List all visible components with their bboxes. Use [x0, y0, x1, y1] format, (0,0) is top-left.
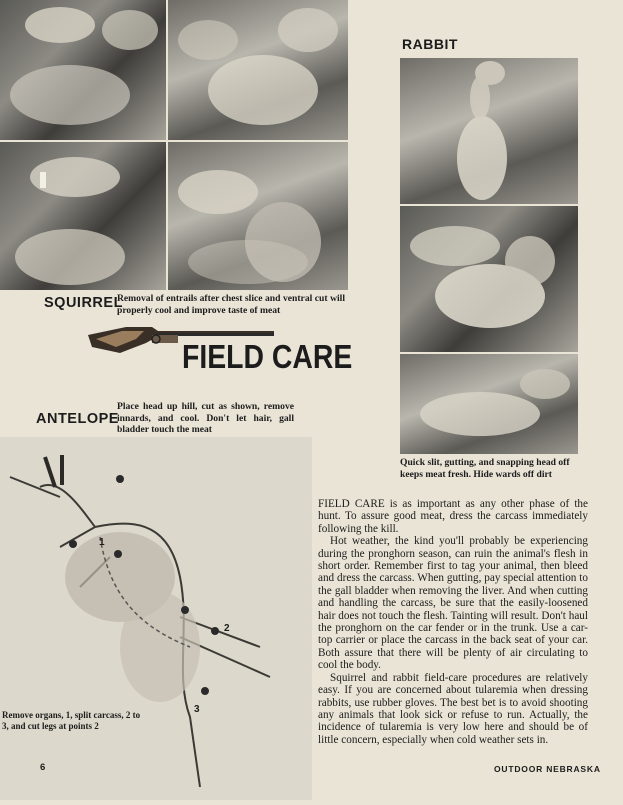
diagram-caption: Remove organs, 1, split carcass, 2 to 3, and cut legs at points 2 — [2, 710, 141, 731]
squirrel-label: SQUIRREL — [44, 295, 123, 311]
antelope-label: ANTELOPE — [36, 411, 119, 427]
diagram-point-2: 2 — [224, 623, 230, 634]
diagram-point-3: 3 — [194, 704, 200, 715]
antelope-drawing — [0, 437, 312, 800]
article-paragraph: Hot weather, the kind you'll probably be experiencing during the pronghorn season, can ruin the animal's flesh in short order. Remember first to tag your animal, then bleed and dress the carcass. When gutting, pay special attention to the gall bladder when removing the liver. And when cutting and handling the carcass, be sure that the easily-loosened hair does not touch the flesh. Tainting will result. Don't haul the pronghorn on the car fender or in the trunk. Use a car-top carrier or place the carcass in the back seat of your car. Both assure that there will be plenty of air circulating to cool the body. — [318, 535, 588, 672]
rabbit-photo-3 — [400, 354, 578, 454]
page-number: 6 — [40, 762, 47, 773]
rabbit-photo-2 — [400, 206, 578, 352]
squirrel-caption: Removal of entrails after chest slice and ventral cut will properly cool and improve taste of meat — [117, 293, 345, 316]
squirrel-photo-3 — [0, 142, 166, 290]
squirrel-photo-4 — [168, 142, 348, 290]
rabbit-caption: Quick slit, gutting, and snapping head off keeps meat fresh. Hide wards off dirt — [400, 457, 570, 480]
diagram-point-1: 1 — [99, 537, 105, 548]
page-title: FIELD CARE — [182, 338, 353, 375]
squirrel-photo-2 — [168, 0, 348, 140]
antelope-diagram — [0, 437, 312, 800]
antelope-caption: Place head up hill, cut as shown, remove innards, and cool. Don't let hair, gall bladder touch the meat — [117, 401, 294, 435]
article-paragraph: FIELD CARE is as important as any other phase of the hunt. To assure good meat, dress the carcass immediately following the kill. — [318, 498, 588, 535]
article-body — [318, 498, 588, 746]
rabbit-photo-1 — [400, 58, 578, 204]
rabbit-label: RABBIT — [402, 36, 458, 52]
magazine-name: OUTDOOR NEBRASKA — [494, 764, 601, 774]
article-paragraph: Squirrel and rabbit field-care procedures are relatively easy. If you are concerned about tularemia when dressing rabbits, use rubber gloves. The best bet is to avoid shooting any animals that look sick or refuse to run. Actually, the incidence of tularemia is very low here and should be of little concern, especially when cold weather sets in. — [318, 671, 588, 746]
squirrel-photo-1 — [0, 0, 166, 140]
